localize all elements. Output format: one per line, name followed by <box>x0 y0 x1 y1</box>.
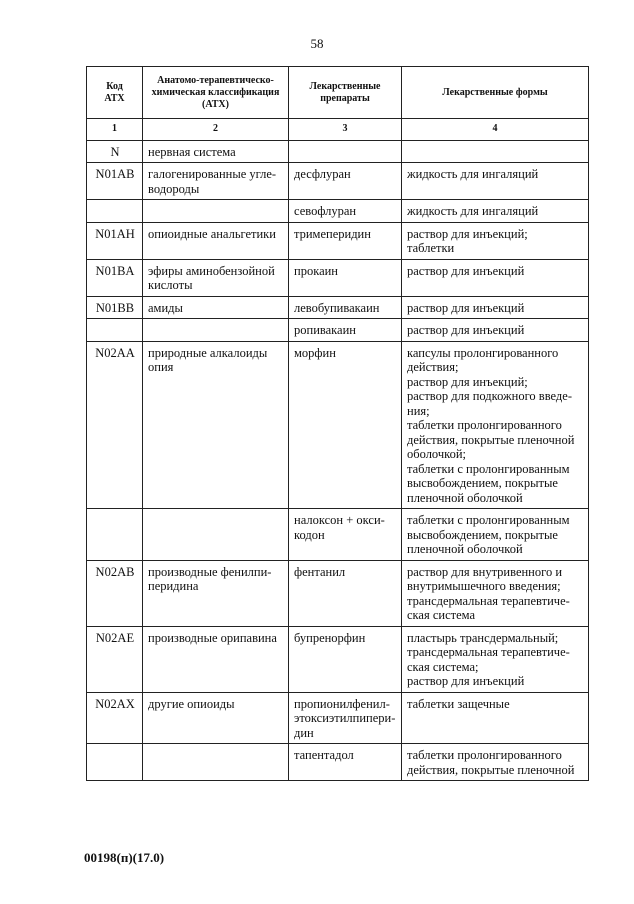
table-row <box>87 319 589 342</box>
atx-code-cell <box>87 319 143 342</box>
atx-classification-cell: производные фенилпи- перидина <box>143 560 289 626</box>
atx-code-cell <box>87 744 143 781</box>
medicine-cell: бупренорфин <box>289 626 402 692</box>
medicine-cell: тапентадол <box>289 744 402 781</box>
atx-classification-cell <box>143 200 289 223</box>
column-number: 1 <box>87 119 143 141</box>
dosage-form-cell: раствор для инъекций <box>402 319 589 342</box>
medicine-cell: тримеперидин <box>289 222 402 259</box>
atx-code-cell: N02AA <box>87 341 143 509</box>
atx-code-cell: N <box>87 140 143 163</box>
dosage-form-cell <box>402 140 589 163</box>
header-medicines: Лекарственные препараты <box>289 67 402 119</box>
atx-classification-cell <box>143 509 289 561</box>
header-dosage-forms: Лекарственные формы <box>402 67 589 119</box>
atx-code-cell: N01AB <box>87 163 143 200</box>
table-row <box>87 200 589 223</box>
atx-classification-cell <box>143 744 289 781</box>
column-number: 2 <box>143 119 289 141</box>
medicine-cell: налоксон + окси- кодон <box>289 509 402 561</box>
atx-classification-cell: галогенированные угле- водороды <box>143 163 289 200</box>
atx-classification-cell: нервная система <box>143 140 289 163</box>
table-row <box>87 744 589 781</box>
column-number-row <box>87 119 589 141</box>
header-atx-code: Код АТХ <box>87 67 143 119</box>
dosage-form-cell: раствор для инъекций; таблетки <box>402 222 589 259</box>
medicine-cell: десфлуран <box>289 163 402 200</box>
dosage-form-cell: раствор для инъекций <box>402 296 589 319</box>
column-number: 3 <box>289 119 402 141</box>
atx-code-cell: N01AH <box>87 222 143 259</box>
table-row <box>87 560 589 626</box>
dosage-form-cell: таблетки защечные <box>402 692 589 744</box>
dosage-form-cell: таблетки с пролонгированным высвобождением, покрытые пленочной оболочкой <box>402 509 589 561</box>
atx-code-cell <box>87 509 143 561</box>
dosage-form-cell: таблетки пролонгированного действия, покрытые пленочной <box>402 744 589 781</box>
medicine-cell: прокаин <box>289 259 402 296</box>
dosage-form-cell: жидкость для ингаляций <box>402 200 589 223</box>
atx-code-cell: N01BB <box>87 296 143 319</box>
table-row <box>87 222 589 259</box>
atx-code-cell: N01BA <box>87 259 143 296</box>
column-number: 4 <box>402 119 589 141</box>
dosage-form-cell: жидкость для ингаляций <box>402 163 589 200</box>
medicine-cell <box>289 140 402 163</box>
page-number: 58 <box>310 36 324 51</box>
atx-classification-cell: амиды <box>143 296 289 319</box>
medicine-cell: ропивакаин <box>289 319 402 342</box>
table-row <box>87 509 589 561</box>
table-row <box>87 140 589 163</box>
atx-code-cell: N02AX <box>87 692 143 744</box>
dosage-form-cell: капсулы пролонгированного действия; раствор для инъекций; раствор для подкожного введе- ния; таблетки пролонгированного действия, покрытые пленочной оболочкой; таблетки с пролонгированным высвобождением, покрытые пленочной оболочкой <box>402 341 589 509</box>
atx-code-cell <box>87 200 143 223</box>
table-row <box>87 296 589 319</box>
atx-classification-cell: эфиры аминобензойной кислоты <box>143 259 289 296</box>
atx-classification-cell: опиоидные анальгетики <box>143 222 289 259</box>
table-row <box>87 163 589 200</box>
atx-classification-cell: другие опиоиды <box>143 692 289 744</box>
table-row <box>87 259 589 296</box>
table-row <box>87 626 589 692</box>
medicine-cell: севофлуран <box>289 200 402 223</box>
table-row <box>87 692 589 744</box>
dosage-form-cell: раствор для инъекций <box>402 259 589 296</box>
header-atx-classification: Анатомо-терапевтическо- химическая классификация (АТХ) <box>143 67 289 119</box>
atx-table <box>86 66 589 781</box>
atx-classification-cell <box>143 319 289 342</box>
medicine-cell: морфин <box>289 341 402 509</box>
dosage-form-cell: пластырь трансдермальный; трансдермальная терапевтиче- ская система; раствор для инъекций <box>402 626 589 692</box>
medicine-cell: фентанил <box>289 560 402 626</box>
atx-code-cell: N02AE <box>87 626 143 692</box>
table-header-row <box>87 67 589 119</box>
medicine-cell: пропионилфенил- этоксиэтилпипери- дин <box>289 692 402 744</box>
atx-classification-cell: природные алкалоиды опия <box>143 341 289 509</box>
table-row <box>87 341 589 509</box>
atx-classification-cell: производные орипавина <box>143 626 289 692</box>
medicine-cell: левобупивакаин <box>289 296 402 319</box>
dosage-form-cell: раствор для внутривенного и внутримышечного введения; трансдермальная терапевтиче- ская система <box>402 560 589 626</box>
atx-code-cell: N02AB <box>87 560 143 626</box>
document-footer-code: 00198(п)(17.0) <box>84 850 165 865</box>
